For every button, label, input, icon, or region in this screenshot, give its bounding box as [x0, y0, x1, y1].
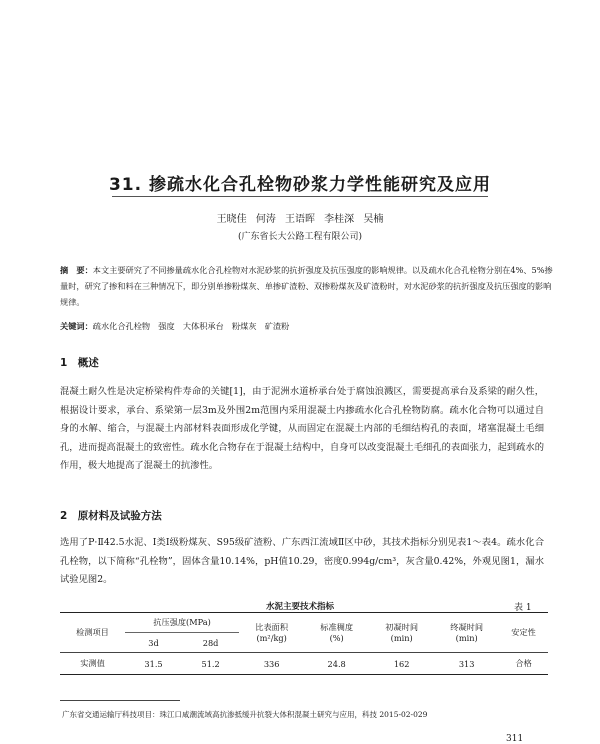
- keywords-label: 关键词：: [60, 321, 93, 331]
- cell-consistency: 24.8: [304, 653, 369, 675]
- paper-title: 31. 掺疏水化合孔栓物砂浆力学性能研究及应用: [108, 175, 492, 195]
- section-1-heading: 1 概述: [60, 357, 99, 369]
- abstract: [60, 262, 556, 310]
- title-rule: [112, 196, 488, 197]
- cell-area: 336: [239, 653, 304, 675]
- abstract-label: 摘 要：: [60, 265, 93, 275]
- cell-28d: 51.2: [182, 653, 239, 675]
- authors: 王晓佳 何涛 王语晖 李桂深 吴楠: [216, 214, 384, 225]
- cement-table: [60, 612, 548, 675]
- header-initial-set: 初凝时间 (min): [369, 613, 434, 653]
- keywords-text: 疏水化合孔栓物 强度 大体积承台 粉煤灰 矿渣粉: [92, 321, 290, 331]
- cell-stability: 合格: [499, 653, 548, 675]
- cell-3d: 31.5: [125, 653, 182, 675]
- row-item: 实测值: [60, 653, 125, 675]
- abstract-text: 本文主要研究了不同掺量疏水化合孔栓物对水泥砂浆的抗折强度及抗压强度的影响规律。以及疏水化合孔栓物分别在4%、5%掺量时，研究了掺和料在三种情况下，即分别单掺粉煤灰、单掺矿渣粉、双掺粉煤灰及矿渣粉时，对水泥砂浆的抗折强度及抗压强度的影响规律。: [60, 265, 553, 307]
- header-flex: 抗压强度(MPa): [125, 613, 239, 633]
- cell-initial-set: 162: [369, 653, 434, 675]
- affiliation: (广东省长大公路工程有限公司): [237, 232, 363, 242]
- header-final-set: 终凝时间 (min): [434, 613, 499, 653]
- header-28d: 28d: [182, 633, 239, 653]
- footnote: 广东省交通运输厅科技项目：珠江口咸潮流域高抗渗抵缓升抗裂大体积混凝土研究与应用，科技 2015-02-029: [62, 710, 428, 719]
- table-number: 表 1: [514, 603, 532, 613]
- table-caption: 水泥主要技术指标: [265, 602, 334, 612]
- section-2-body: 选用了P·Ⅱ42.5水泥、Ⅰ类Ⅰ级粉煤灰、S95级矿渣粉、广东西江流域Ⅱ区中砂，其技术指标分别见表1～表4。疏水化合孔栓物，以下简称“孔栓物”，固体含量10.14%，pH值10.29，密度0.994g/cm³，灰含量0.42%，外观见图1，漏水试验见图2。: [60, 537, 544, 585]
- footnote-rule: [60, 700, 180, 701]
- cell-final-set: 313: [434, 653, 499, 675]
- header-stability: 安定性: [499, 613, 548, 653]
- header-item: 检测项目: [60, 613, 125, 653]
- header-consistency: 标准稠度 (%): [304, 613, 369, 653]
- section-1-body: 混凝土耐久性是决定桥梁构件寿命的关键[1]，由于泥洲水道桥承台处于腐蚀浪溅区，需要提高承台及系梁的耐久性，根据设计要求，承台、系梁第一层3m及外围2m范围内采用混凝土内掺疏水化合孔栓物防腐。疏水化合物可以通过自身的水解、缩合，与混凝土内部材料表面形成化学键，从而固定在混凝土内部的毛细结构孔的表面，堵塞混凝土毛细孔，进而提高混凝土的致密性。疏水化合物存在于混凝土结构中，自身可以改变混凝土毛细孔的表面张力，起到疏水的作用，极大地提高了混凝土的抗渗性。: [60, 386, 544, 471]
- page-number: 311: [506, 734, 524, 744]
- section-2-heading: 2 原材料及试验方法: [60, 510, 162, 522]
- keywords: [60, 318, 556, 334]
- header-area: 比表面积 (m²/kg): [239, 613, 304, 653]
- header-3d: 3d: [125, 633, 182, 653]
